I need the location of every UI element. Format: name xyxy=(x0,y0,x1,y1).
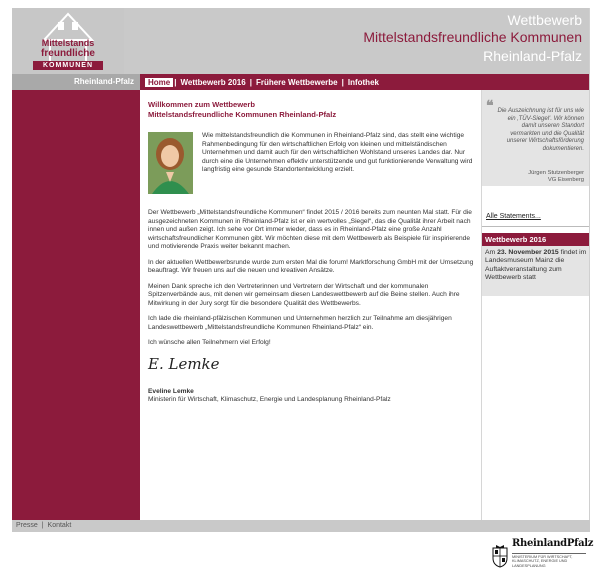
footer xyxy=(12,520,590,532)
intro-paragraph: Wie mittelstandsfreundlich die Kommunen in Rheinland-Pfalz sind, das stellt eine wichtige Rahmenbedingung für den wirtschaftlichen Erfolg von kleinen und mittelständischen Unternehmen und damit auch für den wirtschaftlichen Wohlstand unseres Landes dar. Nur durch eine die Unternehmen effektiv unterstützende und gut funktionierende Verwaltung wird langfristig eine gesunde Standortentwicklung erzielt. xyxy=(202,132,473,173)
nav-items xyxy=(145,74,382,90)
quote-text: Die Auszeichnung ist für uns wie ein ‚TÜV-Siegel‘. Wir können damit unseren Standort vermarkten und die Qualität unserer Wirtschaftsförderung dokumentieren. xyxy=(497,108,584,152)
logo-line-2: freundliche xyxy=(41,48,95,59)
header-banner xyxy=(124,8,590,74)
event-prefix: Am xyxy=(485,249,498,256)
nav-separator: | xyxy=(249,77,252,87)
statement-box xyxy=(482,90,590,186)
event-heading: Wettbewerb 2016 xyxy=(482,233,590,246)
paragraph: Der Wettbewerb „Mittelstandsfreundliche Kommunen“ findet 2015 / 2016 bereits zum neunten Mal statt. Für die ausgezeichneten Kommunen in Rheinland-Pfalz ist er ein wertvolles „Siegel“, das die Qualität ihrer Arbeit nach innen und außen zeigt. Ich sehe vor Ort immer wieder, dass es in Rheinland-Pfalz eine große Anzahl wirtschaftsfreundlicher Kommunen gibt. Wir möchten diese mit dem Wettbewerb als Beispiele für inspirierende und motivierende Praxis weiter bekannt machen. xyxy=(148,209,472,250)
paragraph: Ich lade die rheinland-pfälzischen Kommunen und Unternehmen herzlich zur Teilnahme am diesjährigen Landeswettbewerb „Mittelstandsfreundliche Kommunen Rheinland-Pfalz“ ein. xyxy=(148,315,452,331)
signature: E. Lemke xyxy=(148,354,220,373)
event-notice xyxy=(482,246,590,296)
main-content xyxy=(140,90,482,520)
nav-item-fruehere-wettbewerbe[interactable]: Frühere Wettbewerbe xyxy=(255,77,338,87)
coat-of-arms-icon xyxy=(491,544,509,568)
nav-item-wettbewerb-2016[interactable]: Wettbewerb 2016 xyxy=(180,77,246,87)
ministry-subtitle: MINISTERIUM FÜR WIRTSCHAFT, KLIMASCHUTZ, ENERGIE UND LANDESPLANUNG xyxy=(512,555,573,568)
quote-author xyxy=(528,170,584,184)
left-sidebar xyxy=(12,90,140,520)
main-navigation xyxy=(12,74,590,90)
event-date: 23. November 2015 xyxy=(497,249,559,256)
quote-icon: ❝ xyxy=(486,98,494,114)
ministry-divider xyxy=(512,553,586,554)
nav-separator: | xyxy=(174,77,177,87)
divider xyxy=(482,226,590,227)
logo-line-1: Mittelstands xyxy=(41,38,95,48)
ministry-logo[interactable] xyxy=(491,536,594,582)
signatory-name: Eveline Lemke xyxy=(148,387,194,395)
page-title-line-1: Willkommen zum Wettbewerb xyxy=(148,100,255,109)
logo-line-3: KOMMUNEN xyxy=(33,61,103,70)
quote-author-name: Jürgen Stutzenberger xyxy=(528,170,584,176)
event-text: findet im Landesmuseum Mainz die Auftaktveranstaltung zum Wettbewerb statt xyxy=(485,249,587,282)
paragraph: In der aktuellen Wettbewerbsrunde wurde zum ersten Mal die forum! Marktforschung GmbH mit der Umsetzung beauftragt. Wir freuen uns auf die neuen und kreativen Ansätze. xyxy=(148,258,474,274)
header xyxy=(12,8,590,74)
ministry-name: RheinlandPfalz xyxy=(512,538,594,549)
paragraph: Meinen Dank spreche ich den Vertreterinnen und Vertretern der Wirtschaft und der kommunalen Spitzenverbände aus, mit denen wir gemeinsam diesen Landeswettbewerb auf die Beine stellen. Auch ihre Mitwirkung in der Jury sorgt für die besondere Qualität des Wettbewerbs. xyxy=(148,282,460,307)
competition-logo[interactable] xyxy=(12,8,124,74)
minister-photo xyxy=(148,132,193,194)
paragraph: Ich wünsche allen Teilnehmern viel Erfolg! xyxy=(148,339,271,346)
header-title-line-1: Wettbewerb xyxy=(507,12,582,28)
page-title-line-2: Mittelstandsfreundliche Kommunen Rheinland-Pfalz xyxy=(148,110,337,119)
header-title-line-2: Mittelstandsfreundliche Kommunen xyxy=(363,29,582,45)
page-title xyxy=(148,100,474,120)
header-title-line-3: Rheinland-Pfalz xyxy=(483,48,582,64)
nav-separator: | xyxy=(341,77,344,87)
nav-region-label: Rheinland-Pfalz xyxy=(12,74,140,90)
quote-author-org: VG Eisenberg xyxy=(547,177,584,183)
page-border xyxy=(589,8,590,520)
nav-item-infothek[interactable]: Infothek xyxy=(347,77,379,87)
signatory-role: Ministerin für Wirtschaft, Klimaschutz, Energie und Landesplanung Rheinland-Pfalz xyxy=(148,396,391,403)
intro-section xyxy=(148,132,474,202)
all-statements-link[interactable]: Alle Statements... xyxy=(486,213,541,220)
footer-separator: | xyxy=(41,522,44,529)
nav-item-home[interactable]: Home xyxy=(145,78,173,87)
content-body xyxy=(148,100,474,405)
footer-link-kontakt[interactable]: Kontakt xyxy=(47,522,72,529)
right-sidebar xyxy=(482,90,590,520)
portrait-image-icon xyxy=(148,132,193,194)
footer-link-presse[interactable]: Presse xyxy=(16,522,38,529)
